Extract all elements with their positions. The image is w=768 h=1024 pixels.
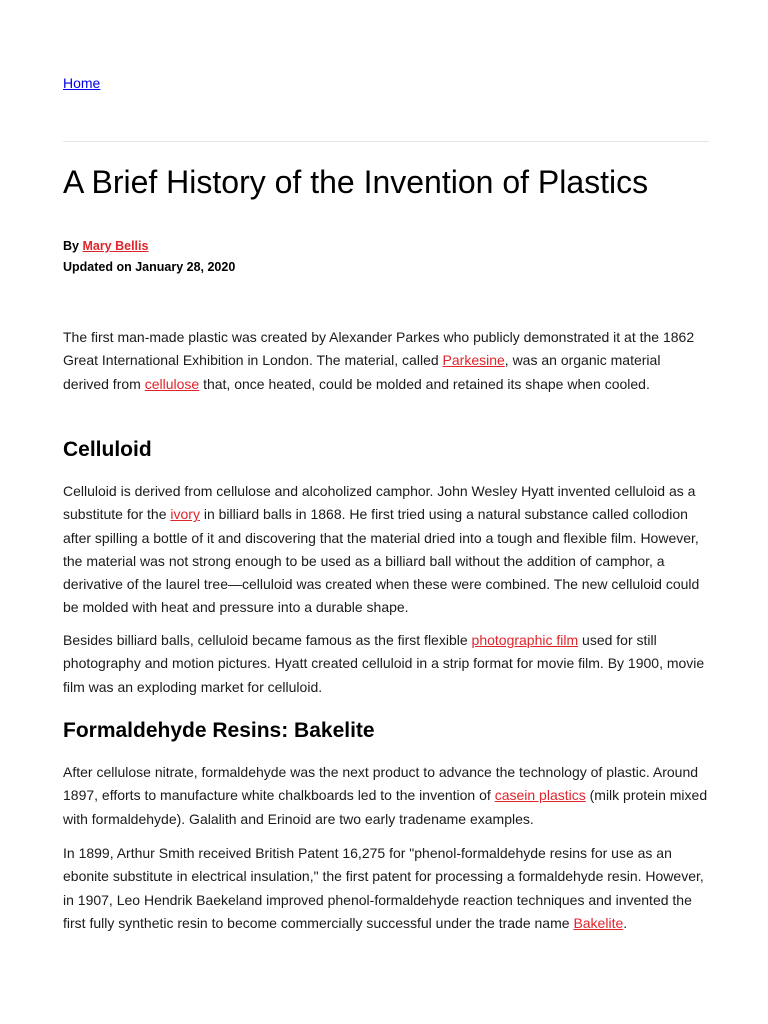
bakelite-heading-wrap — [63, 717, 709, 745]
breadcrumb — [63, 74, 100, 92]
breadcrumb-home-link[interactable]: Home — [63, 75, 101, 91]
celluloid-paragraph-2 — [63, 629, 709, 699]
byline — [63, 236, 235, 278]
celluloid-p2-text-2: used for still photography and motion pictures. Hyatt created celluloid in a strip format for movie film. By 1900, movie film was an exploding market for celluloid. — [63, 632, 705, 695]
celluloid-section — [63, 480, 709, 620]
bakelite-paragraph-1 — [63, 761, 709, 831]
header-divider — [63, 141, 709, 142]
page-title: A Brief History of the Invention of Plastics — [63, 164, 649, 200]
bakelite-p2-text-1: In 1899, Arthur Smith received British Patent 16,275 for "phenol-formaldehyde resins for use as an ebonite substitute in electrical insulation," the first patent for processing a formaldehyde resin. However, in 1907, Leo Hendrik Baekeland improved phenol-formaldehyde reaction techniques and invented the first fully synthetic resin to become commercially successful under the trade name — [63, 845, 704, 931]
celluloid-p1-text-2: in billiard balls in 1868. He first tried using a natural substance called collodion after spilling a bottle of it and discovering that the material dried into a tough and flexible film. However, the material was not strong enough to be used as a billiard ball without the addition of camphor, a derivative of the laurel tree—celluloid was created when these were combined. The new celluloid could be molded with heat and pressure into a durable shape. — [63, 506, 700, 616]
celluloid-section-2 — [63, 629, 709, 699]
celluloid-heading: Celluloid — [63, 438, 152, 461]
bakelite-p1-text-2: (milk protein mixed with formaldehyde). Galalith and Erinoid are two early tradename examples. — [63, 787, 708, 827]
intro-text-2: , was an organic material derived from — [63, 352, 661, 392]
bakelite-section-2 — [63, 842, 709, 935]
author-line — [63, 236, 235, 257]
bakelite-section — [63, 761, 709, 831]
intro-text-1: The first man-made plastic was created by Alexander Parkes who publicly demonstrated it at the 1862 Great International Exhibition in London. The material, called — [63, 329, 695, 369]
by-prefix: By — [63, 239, 83, 253]
bakelite-p2-text-2: . — [623, 914, 628, 931]
ivory-link[interactable]: ivory — [170, 506, 200, 523]
updated-date: Updated on January 28, 2020 — [63, 260, 236, 274]
bakelite-heading: Formaldehyde Resins: Bakelite — [63, 719, 375, 742]
intro-section — [63, 326, 709, 396]
photographic-film-link[interactable]: photographic film — [471, 632, 579, 648]
author-link[interactable]: Mary Bellis — [82, 239, 149, 253]
intro-paragraph — [63, 326, 709, 396]
cellulose-link[interactable]: cellulose — [144, 375, 200, 392]
celluloid-heading-wrap — [63, 436, 709, 464]
bakelite-p1-text-1: After cellulose nitrate, formaldehyde was the next product to advance the technology of plastic. Around 1897, efforts to manufacture white chalkboards led to the invention of — [63, 764, 699, 804]
parkesine-link[interactable]: Parkesine — [442, 352, 505, 369]
celluloid-paragraph-1 — [63, 480, 709, 620]
casein-plastics-link[interactable]: casein plastics — [494, 787, 586, 804]
bakelite-link[interactable]: Bakelite — [573, 914, 624, 931]
celluloid-p2-text-1: Besides billiard balls, celluloid became famous as the first flexible — [63, 632, 472, 648]
intro-text-3: that, once heated, could be molded and retained its shape when cooled. — [199, 375, 650, 392]
bakelite-paragraph-2 — [63, 842, 709, 935]
celluloid-p1-text-1: Celluloid is derived from cellulose and alcoholized camphor. John Wesley Hyatt invented celluloid as a substitute for the — [63, 483, 696, 523]
